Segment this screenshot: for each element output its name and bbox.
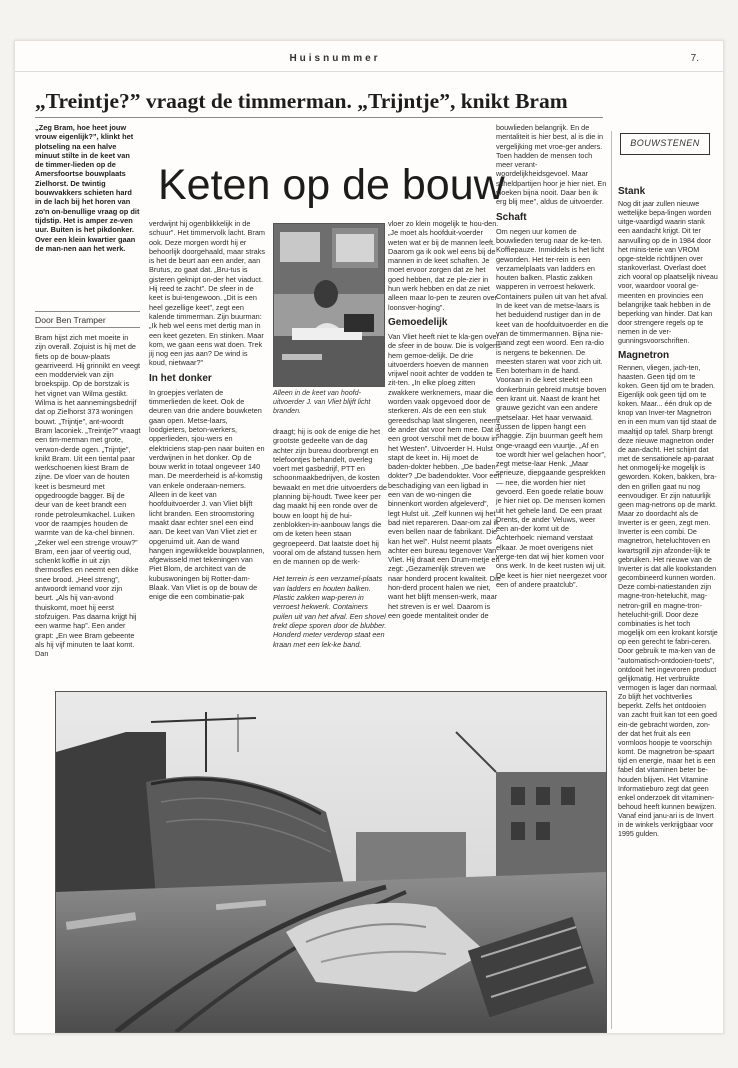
byline: Door Ben Tramper [35, 315, 106, 325]
sidebar-heading-magnetron: Magnetron [618, 349, 670, 361]
column-5-bottom-text: Om negen uur komen de bouwlieden terug naar de ke-ten. Koffiepauze. Inmiddels is het licht geworden. Het ter-rein is een verzamelplaats van ladders en houten balken. Plastic zakken wapperen in verroest hekwerk. Containers puilen uit van het afval. In de keet van de metse-laars is het beduidend rustiger dan in de keet van de hoofduitvoerder en die van de timmermannen. Bijna nie-mand zegt een woord. Een ra-dio is nergens te bekennen. De meesten staren wat voor zich uit. Een boterham in de hand. Vooraan in de keet steekt een donkerbruin gebreid mutsje boven een krant uit. Naast de krant het grauwe gezicht van een andere metselaar. Het haar verwaaid. Tussen de lippen hangt een shaggie. Zijn buurman geeft hem onge-vraagd een vuurtje. „Af en toe wordt hier wel gelachen hoor”, zegt metse-laar Henk. „Maar serieuze, diepgaande gesprekken — nee, die worden hier niet gevoerd. Een goede relatie bouw je hier niet op. De mensen komen uit het gehele land. De een praat Drents, de ander Veluws, weer een an-der komt uit de Achterhoek: niemand verstaat elkaar. Je moet overigens niet verge-ten dat wij hier komen voor ons werk. In de keet rusten wij uit. De keet is hier niet neergezet voor een of andere praatclub”. [496, 226, 609, 589]
sidebar-body [618, 183, 718, 840]
headline: „Treintje?” vraagt de timmerman. „Trijntje”, knikt Bram [35, 89, 568, 113]
byline-rule-top [35, 311, 140, 312]
byline-rule-bottom [35, 327, 140, 328]
subheading-gemoedelijk: Gemoedelijk [388, 316, 448, 328]
bouwstenen-sidebar [611, 131, 722, 1029]
subheading-in-het-donker: In het donker [149, 372, 212, 384]
page-header [15, 41, 723, 72]
column-3-text: draagt; hij is ook de enige die het grootste gedeelte van de dag achter zijn bureau doorbrengt en telefoontjes behandelt, overleg voert met gasbedrijf, PTT en schoonmaakbedrijven, de kosten bewaakt en met drie uitvoerders de planning bij-houdt. Twee keer per dag maakt hij een ronde over de bouw en loopt hij de hui-zenblokken-in-aanbouw langs die om de keten heen staan gegroepeerd. Dat laatste doet hij vooral om de afstand tussen hem en de mannen op de werk- [273, 427, 387, 567]
article-title: Keten op de bouw [158, 161, 505, 209]
column-1-text: Bram hijst zich met moeite in zijn overall. Zojuist is hij met de fiets op de bouw-plaats gearriveerd. Hij grinnikt en veegt een modderviek van zijn broekspijp. Op de borstzak is het vignet van Wilma gestikt. Wilma is het aannemingsbedrijf dat op Zielhorst 373 woningen bouwt. „Trijntje”, ant-woordt Bram laconiek. „Treintje?” vraagt een tim-merman met grote, verwon-derde ogen. „Trijntje”, knikt Bram. Uit een tiental paar werkschoenen kiest Bram de zijne. De vloer van de houten keet is besmeurd met opgedroogde bagger. Bij de deur van de keet brandt een ronde petroleumkachel. Luiken voor de raampjes houden de warmte van de ka-chel binnen. „Zeker wel een strenge vrouw?” Bram, een jaar of veertig oud, schenkt koffie in uit zijn thermosfles en neemt een dikke snee brood. „Heel streng”, antwoordt iemand voor zijn beurt. „Als hij van-avond thuiskomt, moet hij eerst stofzuigen. Pas daarna krijgt hij een warme hap”. Een ander grapt: „En wee Bram gebeente als hij vijf minuten te laat komt. Dan [35, 333, 141, 659]
article-column-1 [35, 333, 141, 659]
headline-rule [35, 117, 603, 118]
subheading-schaft: Schaft [496, 211, 527, 223]
section-label: Huisnummer [289, 53, 381, 64]
column-2-bottom-text: In groepjes verlaten de timmerlieden de keet. Ook de deuren van drie andere bouwketen gaan open. Metse-laars, loodgieters, beton-werkers, opperlieden, sjou-wers en elektriciens stap-pen naar buiten en verdwijnen in het donker. Op de bouw werkt in totaal ongeveer 140 man. De meerderheid is af-komstig van enkele onderaan-nemers. Alleen in de keet van hoofduitvoerder J. van Vliet blijft licht branden. Een stroomstoring maakt daar echter snel een eind aan. De keet van Van Vliet ziet er opgeruimd uit. Aan de wand hangen ingewikkelde bouwplannen, afgewisseld met tekeningen van Piet Blom, de architect van de kubuswoningen bij Rotter-dam-Blaak. Van Vliet is op de bouw de enige die een combinatie-pak [149, 387, 265, 602]
construction-site-photo [55, 691, 607, 1033]
column-5-top-text: bouwlieden belangrijk. En de mentaliteit is hier best, al is die in vergelijking met vroe-ger anders. Toen hadden de mensen toch meer verant-woordelijkheidsgevoel. Maar scheldpartijen hoor je hier niet. En vloeken bijna nooit. Daar ben ik erg blij mee”, aldus de uitvoerder. [496, 123, 607, 207]
sidebar-heading-stank: Stank [618, 186, 646, 197]
article-column-4 [388, 219, 502, 621]
column-2-top-text: verdwijnt hij ogenblikkelijk in de schuur”. Het timmervolk lacht. Bram ook. Deze morgen wordt hij er behoorlijk doorgehaald, maar straks is het de beurt aan een ander, aan Brutus, zo gaat dat. „Bru-tus is gisteren geknipt on-der het viaduct. Hij reed te zacht”. De sfeer in de keet is bui-tengewoon. „Dit is een heel gezellige keet”, zegt een kalende timmerman. Zijn buurman: „Ik heb wel eens met dertig man in een keet gezeten. En stinken. Maar kom, we gaan eens wat doen. Trek jij nog een jas aan? De wind is koud, nietwaar?” [149, 219, 266, 368]
construction-site-image [56, 692, 606, 1032]
column-4-top-text: vloer zo klein mogelijk te hou-den. „Je moet als hoofduit-voerder weten wat er bij de mannen leeft. Daarom ga ik ook wel eens bij de mannen in de keet schaften. Je moet ervoor zorgen dat ze het goed hebben, dat ze ple-zier in hun werk hebben en dat ze niet alleen maar lo-pen te zeuren over loonsver-hoging”. [388, 219, 499, 312]
article-column-2 [149, 219, 265, 603]
office-photo [273, 223, 385, 387]
article-column-5 [496, 123, 609, 590]
newspaper-page [14, 40, 724, 1034]
column-3-italic-text: Het terrein is een verzamel-plaats van ladders en houten balken. Plastic zakken wap-peren in verroest hekwerk. Containers puilen uit van het afval. Een shovel trekt diepe sporen door de blubber. Honderd meter verderop staat een kraan met een lek-ke band. [273, 574, 387, 649]
sidebar-stank-text: Nog dit jaar zullen nieuwe wettelijke bepa-lingen worden uitge-vaardigd waarin stank een aandacht krijgt. Dit ter aanvulling op de in 1984 door het minis-terie van VROM opge-stelde richtlijnen over stankoverlast. Overlast doet zich vooral op plaatselijk niveau voor, waardoor vooral ge-meenten en provincies een belangrijke taak hebben in de beperking van hinder. Dat kan door strengere regels op te nemen in de ver-gunningsvoorschriften. [618, 200, 718, 346]
sidebar-title-box [620, 133, 710, 155]
sidebar-title: BOUWSTENEN [630, 138, 700, 148]
office-photo-caption: Alleen in de keet van hoofd-uitvoerder J. van Vliet blijft licht branden. [273, 389, 371, 415]
sidebar-magnetron-text: Rennen, vliegen, jach-ten, haasten. Geen tijd om te koken. Geen tijd om te braden. Eigenlijk ook geen tijd om te koken. Maar... één druk op de knop van Inver-ter Magnetron en in een mum van tijd staat de maaltijd op tafel. Sharp brengt deze nieuwe magnetron onder de aan-dacht. Het schijnt dat met de sensationele ap-paraat het onmogelij-ke mogelijk is geworden. Koken, bakken, bra-den en grillen gaat nu nog eenvoudiger. Er zijn natuurlijk geen mag-netrons op de markt. Maar zo doordacht als de Inverter is er geen, zegt men. Inverter is een combi. De magnetron, heteluchtoven en kwartsgrill zijn afzonder-lijk te gebruiken. Het nieuwe van de Inverter is dat alle kookstanden gecombineerd kunnen worden. Deze combi-natiestanden zijn magne-tron-heteluchit, mag-netron-grill en magne-tron-heteluchit-grill. Door deze combinaties is het toch mogelijk om een krokant korstje op een gerecht te fabri-ceren. Door gebruik te ma-ken van de "automatisch-ontdooien-toets", ontdooit het ingevroren product gelijkmatig. Het verbruikte vermogen is lager dan normaal. Zo blijft het vochtverlies beperkt. Zelfs het ontdooien van zacht fruit kan tot een goed ein-de gebracht worden, zon-der dat het fruit als een vormloos hoopje te voorschijn komt. De magnetron be-spaart tijd en energie, maar het is een fabel dat vitaminen beter be-houden blijven. Het Vitamine Informatieburo zegt dat geen enkel onderzoek dit vitaminen-behoud heeft kunnen bewijzen. Vanaf eind janu-ari is de Invert in de winkels verkrijgbaar voor 1995 gulden. [618, 363, 718, 839]
page-number: 7. [690, 53, 699, 64]
lead-paragraph: „Zeg Bram, hoe heet jouw vrouw eigenlijk?”, klinkt het plotseling na een halve minuut stilte in de keet van de timmer-lieden op de Amersfoortse bouwplaats Zielhorst. De twintig bouwvakkers schieten hard in de lach bij het horen van zo'n on-benullige vraag op dit tijdstip. Het is amper ze-ven uur. Buiten is het pikdonker. Over een klein kwartier gaan de man-nen aan het werk. [35, 123, 140, 253]
article-column-3 [273, 427, 389, 650]
column-4-bottom-text: Van Vliet heeft niet te kla-gen over de sfeer in de bouw. Die is volgens hem gemoe-delijk. De drie uitvoerders hoeven de mannen vrijwel nooit achter de vodden te zit-ten. „In elke ploeg zitten zwakkere werknemers, maar die worden vaak opgevoed door de sterkeren. Als de een een stuk gereedschap laat slingeren, neemt de ander dat voor hem mee. Dat is een groot verschil met de bouw in het Westen”. Uitvoerder H. Hulst stapt de keet in. Hij moet de baden-dokter hebben. „De baden-dokter? „De badendokter. Voor een beschadiging van een ligbad in een van de wo-ningen die binnenkort worden afgeleverd”, legt Hulst uit. „Zelf kunnen wij het bad niet repareren. Daar-om zal ik even bellen naar de fabrikant. Die kan het wel”. Hulst neemt plaats achter een bureau tegenover Van Vliet. Hij draait een Drum-metje en zegt: „Gezamenlijk streven we naar honderd procent kwaliteit. Die hon-derd procent halen we niet, want het blijft mensen-werk, maar het streven is er wel. Daarom is een goede mentaliteit onder de [388, 331, 502, 620]
office-photo-image [274, 224, 384, 386]
